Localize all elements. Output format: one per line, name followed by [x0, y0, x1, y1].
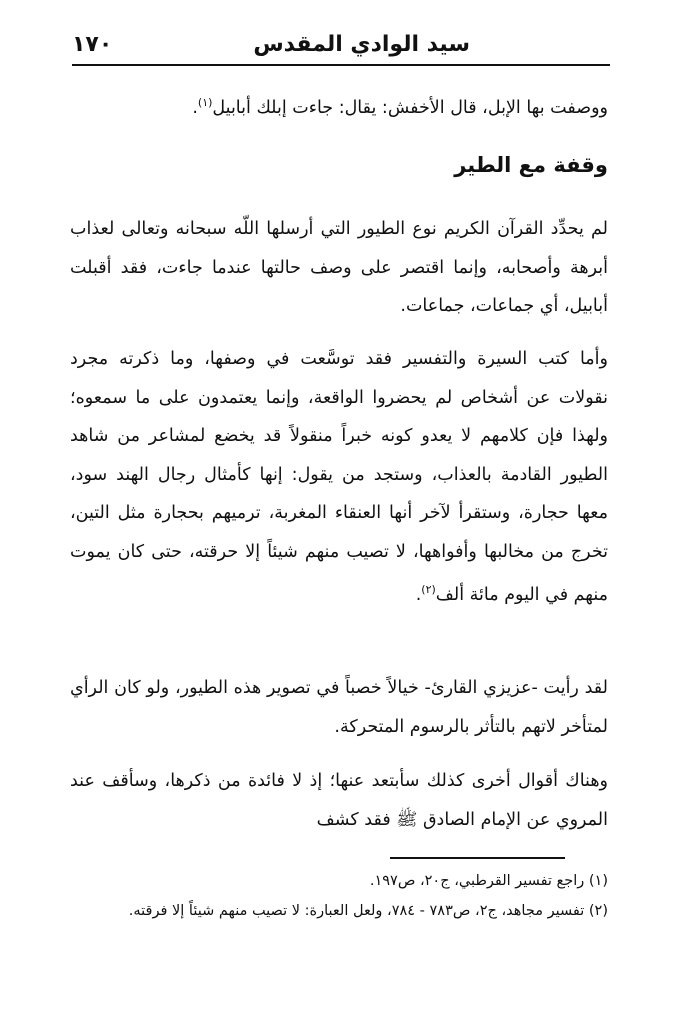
footnote-2: (٢) تفسير مجاهد، ج٢، ص٧٨٣ - ٧٨٤، ولعل العبارة: لا تصيب منهم شيئاً إلا فرقته.: [128, 903, 608, 919]
intro-text: ووصفت بها الإبل، قال الأخفش: يقال: جاءت إبلك أبابيل: [212, 97, 608, 118]
paragraph-2-text: وأما كتب السيرة والتفسير فقد توسَّعت في وصفها، وما ذكرته مجرد نقولات عن أشخاص لم يحضروا الواقعة، وإنما يعتمدون على ما سمعوه؛ ولهذا فإن كلامهم لا يعدو كونه خبراً منقولاً قد يخضع لمشاعر من شاهد الطيور القادمة بالعذاب، وستجد من يقول: إنها كأمثال رجال الهند سود، معها حجارة، وستقرأ لآخر أنها العنقاء المغربة، ترميهم بحجارة مثل التين، تخرج من مخالبها وأفواهها، لا تصيب منهم شيئاً إلا حرقته، حتى كان يموت منهم في اليوم مائة ألف: [70, 349, 608, 605]
section-heading: وقفة مع الطير: [454, 153, 608, 177]
running-header: [72, 30, 610, 66]
footnote-ref-2: (٢): [421, 583, 436, 596]
footnote-ref-1: (١): [197, 96, 213, 109]
paragraph-1: لم يحدِّد القرآن الكريم نوع الطيور التي أرسلها اللّه سبحانه وتعالى لعذاب أبرهة وأصحابه، وإنما اقتصر على وصف حالتها عندما جاءت، فقد أقبلت أبابيل، أي جماعات، جماعات.: [70, 219, 608, 316]
paragraph-2: [70, 340, 608, 614]
paragraph-2-end: .: [415, 584, 422, 605]
paragraph-4: وهناك أقوال أخرى كذلك سأبتعد عنها؛ إذ لا فائدة من ذكرها، وسأقف عند المروي عن الإمام الصادق ﷺ فقد كشف: [70, 771, 608, 830]
page-number: ١٧٠: [72, 32, 113, 57]
intro-end: .: [192, 97, 198, 118]
running-title: سيد الوادي المقدس: [253, 32, 470, 57]
paragraph-3: لقد رأيت -عزيزي القارئ- خيالاً خصباً في تصوير هذه الطيور، ولو كان الرأي لمتأخر لاتهم بالتأثر بالرسوم المتحركة.: [70, 678, 608, 737]
footnote-1: (١) راجع تفسير القرطبي، ج٢٠، ص١٩٧.: [369, 873, 608, 889]
footnote-separator: [390, 857, 565, 859]
intro-line: [70, 84, 608, 127]
